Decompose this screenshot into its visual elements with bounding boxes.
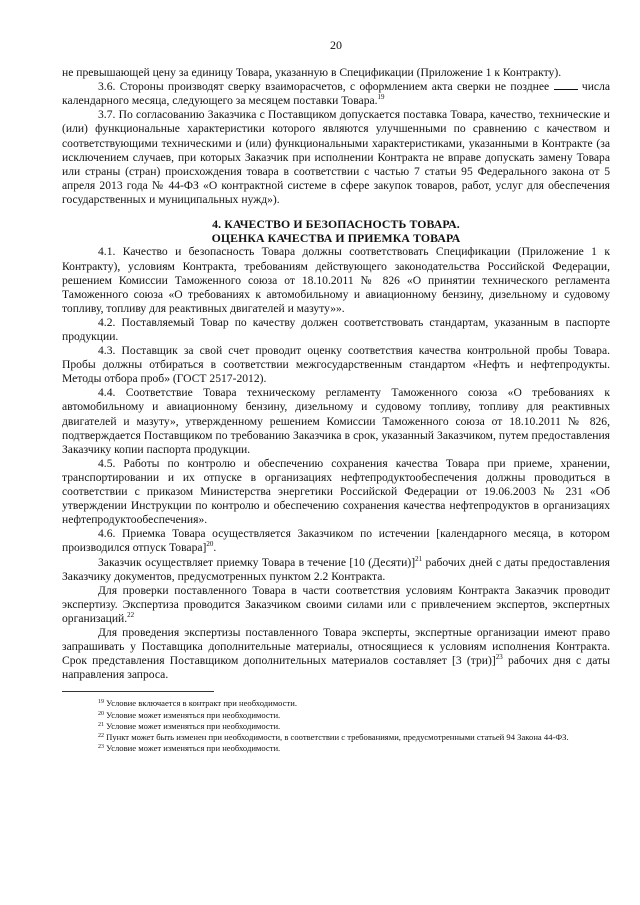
paragraph-expertise [62, 584, 610, 626]
footnote-ref-21[interactable]: 21 [415, 554, 423, 563]
footnote-19 [62, 698, 610, 709]
acceptance-term-text-b: рабочих дней с даты предоставления Заказчику документов, предусмотренных пунктом 2.2 Контракта. [62, 555, 610, 583]
footnote-text: Условие может изменяться при необходимости. [104, 720, 281, 731]
footnote-20 [62, 710, 610, 721]
page-number: 20 [330, 38, 342, 52]
footnote-ref-22[interactable]: 22 [127, 610, 135, 619]
footnote-text: Условие включается в контракт при необходимости. [104, 698, 297, 709]
section-title-line-1: 4. КАЧЕСТВО И БЕЗОПАСНОСТЬ ТОВАРА. [212, 217, 460, 232]
section-title-line-2: ОЦЕНКА КАЧЕСТВА И ПРИЕМКА ТОВАРА [211, 231, 461, 246]
footnote-number: 23 [98, 744, 104, 751]
paragraph-3-6-part-b: числа календарного месяца, следующего за месяцем поставки Товара. [62, 80, 611, 108]
additional-materials-text-b: рабочих дня с даты направления запроса. [62, 654, 610, 682]
footnote-number: 20 [98, 710, 104, 717]
paragraph-continuation: не превышающей цену за единицу Товара, указанную в Спецификации (Приложение 1 к Контракту). [62, 66, 562, 80]
paragraph-4-6-text: 4.6. Приемка Товара осуществляется Заказчиком по истечении [календарного месяца, в котором производился отпуск Товара] [62, 527, 610, 555]
paragraph-4-1: 4.1. Качество и безопасность Товара должны соответствовать Спецификации (Приложение 1 к Контракту), условиям Контракта, требованиям действующего законодательства Российской Федерации, решением Комиссии Таможенного союза от 18.10.2011 № 826 «О принятии технического регламента Таможенного союза «О требованиях к автомобильному и авиационному бензину, дизельному и судовому топливу, топливу для реактивных двигателей и мазуту»». [62, 245, 610, 315]
paragraph-4-3: 4.3. Поставщик за свой счет проводит оценку соответствия качества контрольной пробы Товара. Пробы должны отбираться в соответствии межгосударственным стандартом «Нефть и нефтепродукты. Методы отбора проб» (ГОСТ 2517-2012). [62, 344, 610, 386]
paragraph-4-4: 4.4. Соответствие Товара техническому регламенту Таможенного союза «О требованиях к автомобильному и авиационному бензину, дизельному и судовому топливу, топливу для реактивных двигателей и мазуту», утвержденному решением Комиссии Таможенного союза от 18.10.2011 № 826, подтверждается Поставщиком по требованию Заказчика в срок, указанный Заказчиком, путем предоставления Заказчику копии паспорта продукции. [62, 386, 610, 456]
footnote-22 [62, 732, 610, 743]
footnote-ref-19[interactable]: 19 [377, 93, 385, 102]
paragraph-4-2: 4.2. Поставляемый Товар по качеству должен соответствовать стандартам, указанным в паспорте продукции. [62, 315, 610, 343]
expertise-text: Для проверки поставленного Товара в части соответствия условиям Контракта Заказчик проводит экспертизу. Экспертиза проводится Заказчиком своими силами или с привлечением экспертов, экспертных организаций. [62, 583, 610, 625]
footnote-text: Условие может изменяться при необходимости. [104, 743, 281, 754]
paragraph-4-6: 4.6. Приемка Товара осуществляется Заказчиком по истечении [календарного месяца, в котором производился отпуск Товара]$^{20}$. [62, 527, 610, 555]
footnote-number: 19 [98, 699, 104, 706]
section-title [62, 217, 610, 245]
footnote-21 [62, 721, 610, 732]
footnote-number: 22 [98, 732, 104, 739]
paragraph-3-6-part-a: 3.6. Стороны производят сверку взаиморасчетов, с оформлением акта сверки не позднее [98, 80, 550, 94]
acceptance-term-text-a: Заказчик осуществляет приемку Товара в течение [10 (Десяти)] [98, 555, 416, 569]
paragraph-acceptance-term [62, 556, 610, 584]
paragraph-4-5: 4.5. Работы по контролю и обеспечению сохранения качества Товара при приеме, хранении, транспортировании и их отпуске в организациях нефтепродуктообеспечения должны проводиться в соответствии с приказом Министерства энергетики Российской Федерации от 19.06.2003 № 231 «Об утверждении Инструкции по контролю и обеспечению сохранения качества нефтепродуктов в организациях нефтепродуктообеспечения». [62, 456, 610, 527]
footnote-text: Условие может изменяться при необходимости. [104, 709, 281, 720]
footnote-number: 21 [98, 721, 104, 728]
footnote-text: Пункт может быть изменен при необходимости, в соответствии с требованиями, предусмотренными статьей 94 Закона 44-ФЗ. [104, 731, 569, 742]
additional-materials-text-a: Для проведения экспертизы поставленного Товара эксперты, экспертные организации имеют право запрашивать у Поставщика дополнительные материалы, относящиеся к условиям исполнения Контракта. Срок представления Поставщиком дополнительных материалов составляет [3 (три)] [62, 625, 610, 668]
fill-blank [554, 80, 578, 90]
footnote-divider [62, 691, 214, 692]
footnote-ref-20[interactable]: 20 [206, 540, 214, 549]
footnote-23 [62, 743, 610, 754]
paragraph-additional-materials [62, 626, 610, 682]
footnote-ref-23[interactable]: 23 [495, 653, 503, 662]
paragraph-3-7: 3.7. По согласованию Заказчика с Поставщиком допускается поставка Товара, качество, технические и (или) функциональные характеристики которого являются улучшенными по сравнению с качеством и соответствующими техническими и (или) функциональными характеристиками, указанными в Контракте (за исключением случаев, при которых Заказчик при исполнении Контракта не вправе допускать замену Товара или страны (стран) происхождения товара в соответствии с частью 7 статьи 95 Федерального закона от 5 апреля 2013 года № 44-ФЗ «О контрактной системе в сфере закупок товаров, работ, услуг для обеспечения государственных и муниципальных нужд»). [62, 108, 610, 206]
paragraph-3-6 [62, 80, 610, 108]
